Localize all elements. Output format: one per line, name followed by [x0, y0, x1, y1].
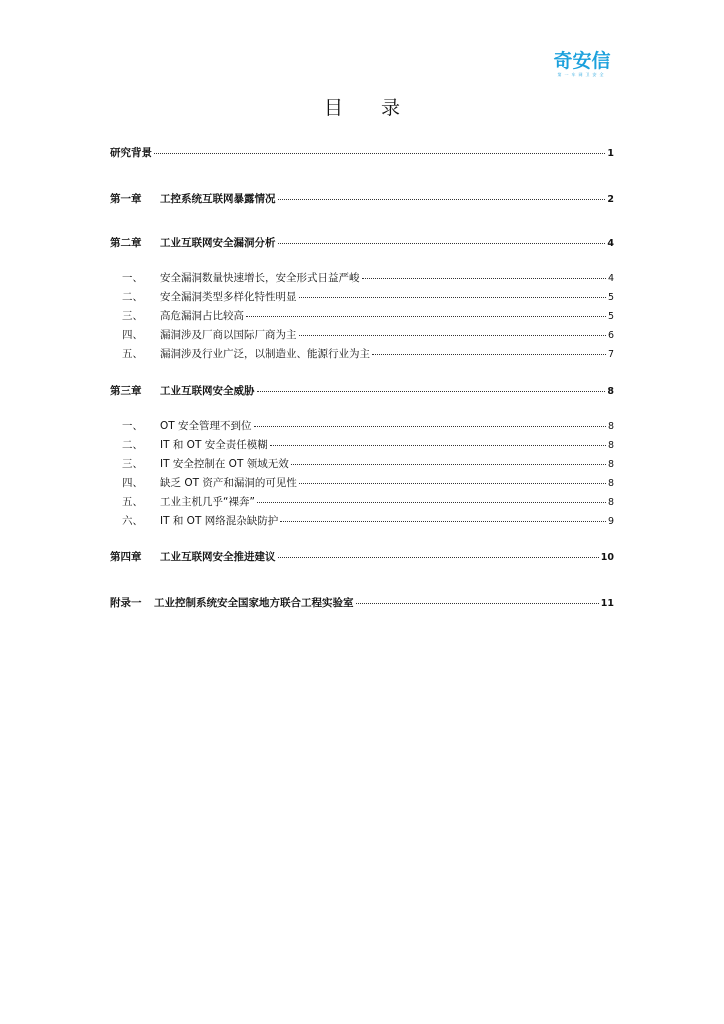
- toc-entry-page: 9: [607, 516, 614, 527]
- toc-entry-label: 工业互联网安全漏洞分析: [160, 237, 276, 249]
- toc-entry-section-3-4[interactable]: [122, 476, 614, 491]
- toc-entry-section-3-1[interactable]: [122, 419, 614, 434]
- dot-leader: [254, 426, 606, 427]
- toc-entry-section-2-4[interactable]: [122, 328, 614, 343]
- toc-entry-appendix-1[interactable]: [110, 596, 614, 611]
- toc-entry-section-2-3[interactable]: [122, 309, 614, 324]
- dot-leader: [278, 199, 606, 200]
- toc-entry-number: 二、: [122, 291, 143, 303]
- toc-entry-label: IT 和 OT 安全责任模糊: [160, 439, 268, 451]
- dot-leader: [246, 316, 606, 317]
- toc-entry-label: 工业互联网安全威胁: [160, 385, 255, 397]
- toc-entry-number: 五、: [122, 496, 143, 508]
- toc-entry-chapter-1[interactable]: [110, 192, 614, 207]
- toc-entry-label: IT 和 OT 网络混杂缺防护: [160, 515, 279, 527]
- dot-leader: [278, 243, 606, 244]
- toc-entry-label: 工控系统互联网暴露情况: [160, 193, 276, 205]
- toc-entry-number: 附录一: [110, 597, 142, 609]
- toc-title-char: 目: [323, 97, 343, 119]
- toc-entry-page: 4: [607, 273, 614, 284]
- toc-entry-number: 五、: [122, 348, 143, 360]
- toc-entry-number: 第二章: [110, 237, 142, 249]
- toc-entry-page: 1: [607, 148, 614, 159]
- toc-entry-page: 8: [607, 478, 614, 489]
- toc-entry-page: 5: [607, 311, 614, 322]
- toc-entry-number: 四、: [122, 329, 143, 341]
- toc-entry-section-3-3[interactable]: [122, 457, 614, 472]
- toc-entry-page: 8: [607, 421, 614, 432]
- dot-leader: [270, 445, 606, 446]
- toc-entry-label: 工业控制系统安全国家地方联合工程实验室: [154, 597, 354, 609]
- toc-entry-chapter-4[interactable]: [110, 550, 614, 565]
- toc-entry-label: 工业互联网安全推进建议: [160, 551, 276, 563]
- toc-entry-label: 安全漏洞数量快速增长，安全形式日益严峻: [160, 272, 360, 284]
- toc-entry-number: 第一章: [110, 193, 142, 205]
- toc-entry-number: 一、: [122, 272, 143, 284]
- dot-leader: [154, 153, 605, 154]
- toc-entry-page: 2: [607, 194, 614, 205]
- toc-entry-number: 三、: [122, 458, 143, 470]
- dot-leader: [356, 603, 599, 604]
- dot-leader: [372, 354, 606, 355]
- dot-leader: [299, 483, 606, 484]
- toc-entry-page: 8: [607, 459, 614, 470]
- toc-entry-page: 5: [607, 292, 614, 303]
- toc-entry-label: 漏洞涉及行业广泛，以制造业、能源行业为主: [160, 348, 370, 360]
- toc-entry-section-3-5[interactable]: [122, 495, 614, 510]
- toc-entry-number: 二、: [122, 439, 143, 451]
- toc-entry-page: 10: [600, 552, 614, 563]
- toc-entry-label: IT 安全控制在 OT 领域无效: [160, 458, 289, 470]
- toc-entry-label: 研究背景: [110, 147, 152, 159]
- logo-text: 奇安信: [553, 50, 611, 72]
- toc-entry-number: 三、: [122, 310, 143, 322]
- toc-entry-page: 8: [607, 386, 614, 397]
- toc-entry-section-3-6[interactable]: [122, 514, 614, 529]
- toc-entry-page: 6: [607, 330, 614, 341]
- toc-entry-page: 8: [607, 497, 614, 508]
- toc-entry-number: 第四章: [110, 551, 142, 563]
- toc-title-char: 录: [381, 97, 401, 119]
- toc-entry-label: 高危漏洞占比较高: [160, 310, 244, 322]
- toc-entry-section-2-5[interactable]: [122, 347, 614, 362]
- toc-entry-number: 四、: [122, 477, 143, 489]
- toc-entry-section-2-1[interactable]: [122, 271, 614, 286]
- toc-entry-section-3-2[interactable]: [122, 438, 614, 453]
- dot-leader: [299, 297, 606, 298]
- dot-leader: [299, 335, 606, 336]
- toc-entry-page: 7: [607, 349, 614, 360]
- toc-entry-label: 漏洞涉及厂商以国际厂商为主: [160, 329, 297, 341]
- toc-entry-page: 8: [607, 440, 614, 451]
- toc-entry-section-2-2[interactable]: [122, 290, 614, 305]
- toc-entry-label: 工业主机几乎“裸奔”: [160, 496, 255, 508]
- toc-entry-page: 4: [607, 238, 614, 249]
- toc-entry-number: 第三章: [110, 385, 142, 397]
- toc-entry-chapter-3[interactable]: [110, 384, 614, 399]
- dot-leader: [257, 391, 606, 392]
- dot-leader: [257, 502, 606, 503]
- toc-title: [0, 96, 724, 120]
- toc-entry-number: 一、: [122, 420, 143, 432]
- toc-entry-page: 11: [600, 598, 614, 609]
- logo-tagline: 第一车网卫安全: [557, 72, 607, 77]
- toc-entry-label: 安全漏洞类型多样化特性明显: [160, 291, 297, 303]
- toc-entry-research-background[interactable]: [110, 146, 614, 161]
- dot-leader: [291, 464, 606, 465]
- toc-entry-number: 六、: [122, 515, 143, 527]
- toc-entry-label: 缺乏 OT 资产和漏洞的可见性: [160, 477, 297, 489]
- toc-entry-chapter-2[interactable]: [110, 236, 614, 251]
- toc-entry-label: OT 安全管理不到位: [160, 420, 252, 432]
- dot-leader: [280, 521, 606, 522]
- dot-leader: [278, 557, 599, 558]
- company-logo: [549, 50, 615, 78]
- dot-leader: [362, 278, 606, 279]
